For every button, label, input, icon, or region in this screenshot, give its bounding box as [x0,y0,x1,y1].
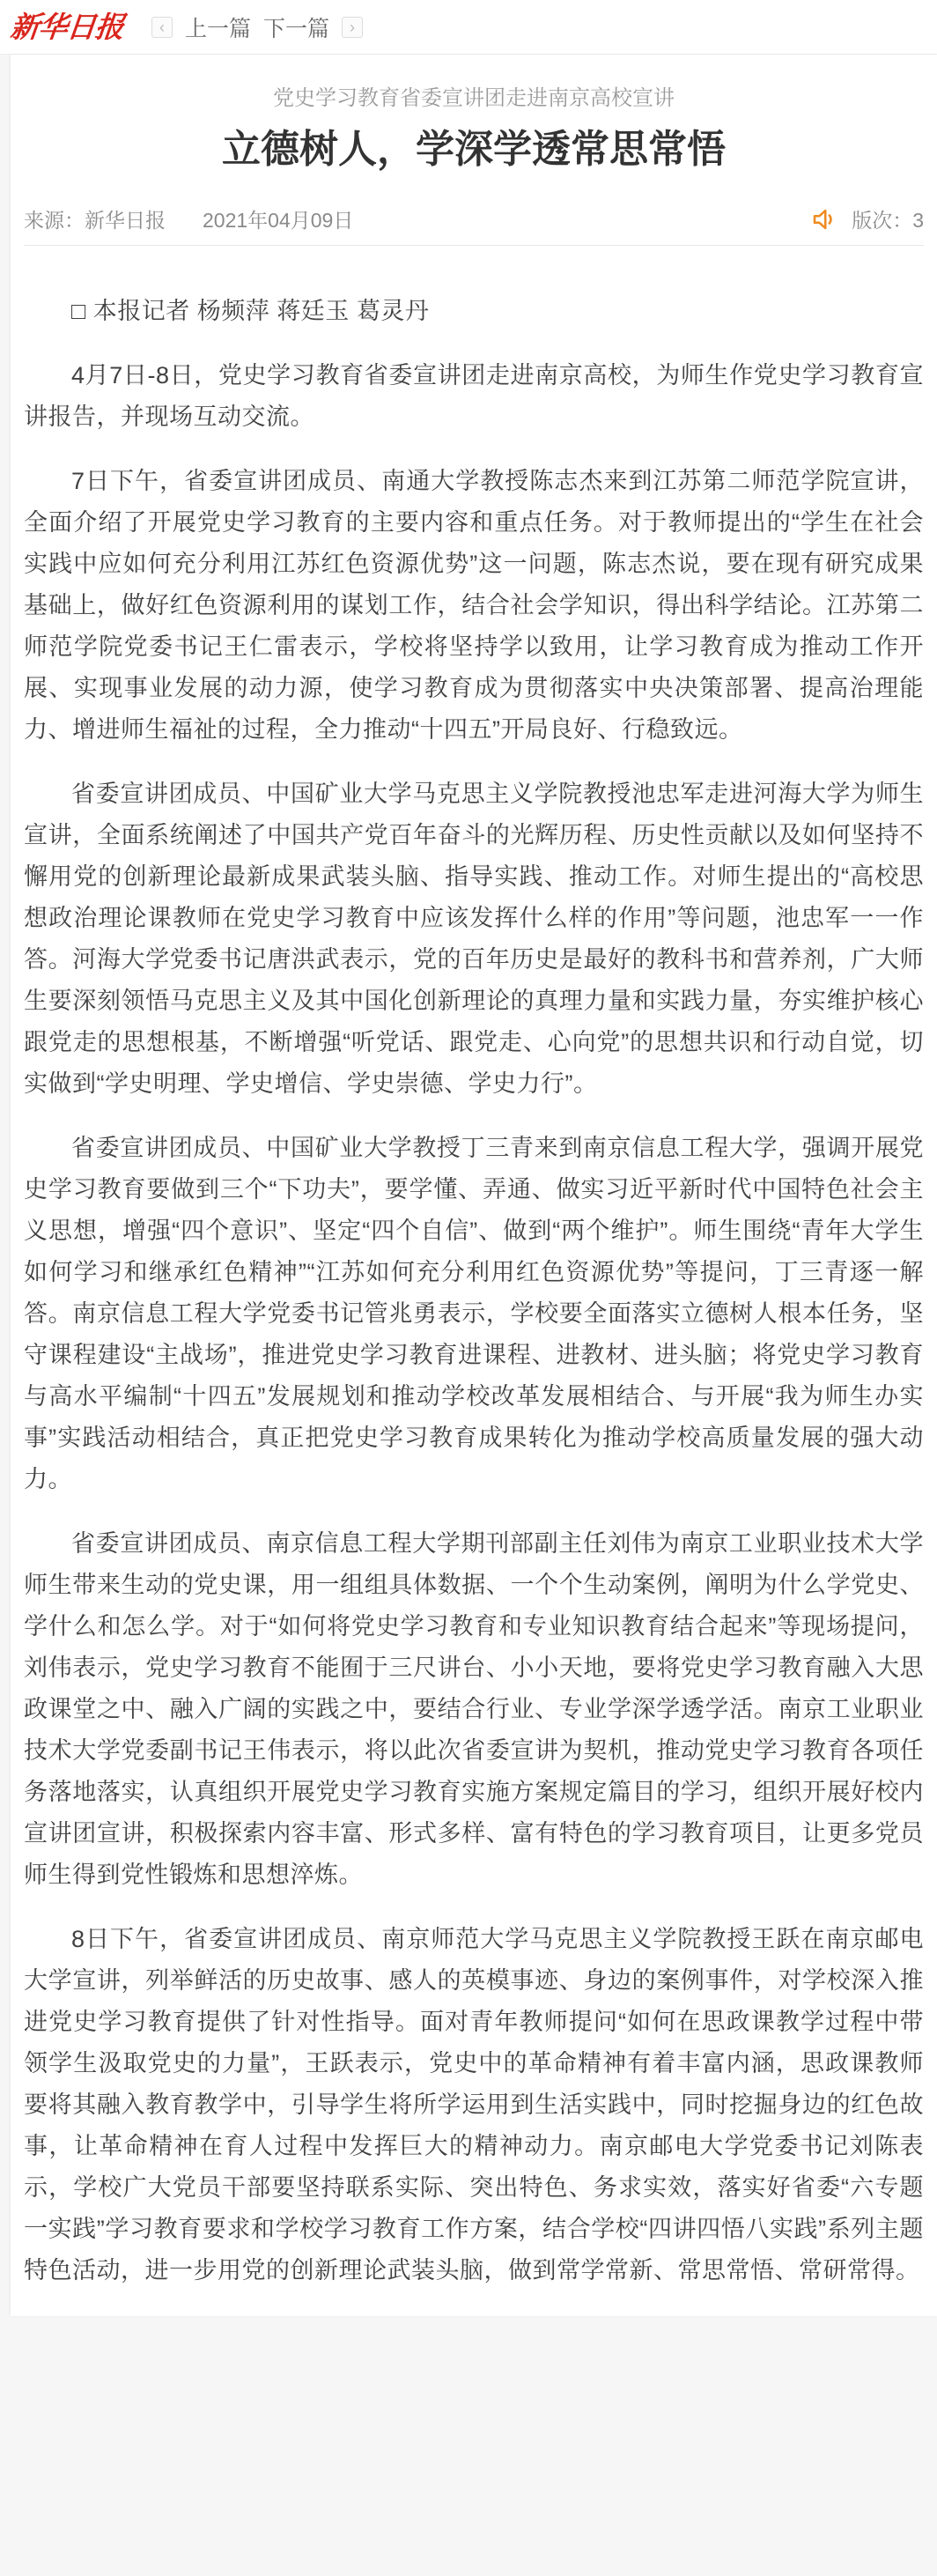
paragraph: 8日下午，省委宣讲团成员、南京师范大学马克思主义学院教授王跃在南京邮电大学宣讲，列举鲜活的历史故事、感人的英模事迹、身边的案例事件，对学校深入推进党史学习教育提供了针对性指导。面对青年教师提问“如何在思政课教学过程中带领学生汲取党史的力量”，王跃表示，党史中的革命精神有着丰富内涵，思政课教师要将其融入教育教学中，引导学生将所学运用到生活实践中，同时挖掘身边的红色故事，让革命精神在育人过程中发挥巨大的精神动力。南京邮电大学党委书记刘陈表示，学校广大党员干部要坚持联系实际、突出特色、务求实效，落实好省委“六专题一实践”学习教育要求和学校学习教育工作方案，结合学校“四讲四悟八实践”系列主题特色活动，进一步用党的创新理论武装头脑，做到常学常新、常思常悟、常研常得。 [24,1926,924,2284]
article-nav [151,11,363,43]
source-label: 来源： [24,209,85,233]
chevron-left-icon[interactable]: ‹ [151,17,173,38]
paragraph: 省委宣讲团成员、南京信息工程大学期刊部副主任刘伟为南京工业职业技术大学师生带来生动的党史课，用一组组具体数据、一个个生动案例，阐明为什么学党史、学什么和怎么学。对于“如何将党史学习教育和专业知识教育结合起来”等现场提问，刘伟表示，党史学习教育不能囿于三尺讲台、小小天地，要将党史学习教育融入大思政课堂之中、融入广阔的实践之中，要结合行业、专业学深学透学活。南京工业职业技术大学党委副书记王伟表示，将以此次省委宣讲为契机，推动党史学习教育各项任务落地落实，认真组织开展党史学习教育实施方案规定篇目的学习，组织开展好校内宣讲团宣讲，积极探索内容丰富、形式多样、富有特色的学习教育项目，让更多党员师生得到党性锻炼和思想淬炼。 [24,1530,924,1889]
article-card [11,55,937,2316]
paragraph: 省委宣讲团成员、中国矿业大学教授丁三青来到南京信息工程大学，强调开展党史学习教育要做到三个“下功夫”，要学懂、弄通、做实习近平新时代中国特色社会主义思想，增强“四个意识”、坚定“四个自信”、做到“两个维护”。师生围绕“青年大学生如何学习和继承红色精神”“江苏如何充分利用红色资源优势”等提问，丁三青逐一解答。南京信息工程大学党委书记管兆勇表示，学校要全面落实立德树人根本任务，坚守课程建设“主战场”，推进党史学习教育进课程、进教材、进头脑；将党史学习教育与高水平编制“十四五”发展规划和推动学校改革发展相结合、与开展“我为师生办实事”实践活动相结合，真正把党史学习教育成果转化为推动学校高质量发展的强大动力。 [24,1135,924,1493]
paragraph: 4月7日-8日，党史学习教育省委宣讲团走进南京高校，为师生作党史学习教育宣讲报告，并现场互动交流。 [24,362,924,431]
article-subtitle: 党史学习教育省委宣讲团走进南京高校宣讲 [273,86,675,110]
edition-value: 3 [912,209,924,233]
newspaper-logo[interactable]: 新华日报 [8,10,126,44]
meta-right [811,204,924,233]
prev-article-button[interactable]: 上一篇 [185,16,252,41]
article-body [24,291,924,2291]
page-title: 立德树人，学深学透常思常悟 [222,128,726,172]
chevron-right-icon[interactable]: › [342,17,363,38]
publish-date: 2021年04月09日 [203,209,354,233]
source [24,204,166,233]
nav-labels [185,11,329,43]
byline: □ 本报记者 杨频萍 蒋廷玉 葛灵丹 [71,298,430,325]
edition [852,204,924,233]
paragraph: 省委宣讲团成员、中国矿业大学马克思主义学院教授池忠军走进河海大学为师生宣讲，全面系统阐述了中国共产党百年奋斗的光辉历程、历史性贡献以及如何坚持不懈用党的创新理论最新成果武装头脑、指导实践、推动工作。对师生提出的“高校思想政治理论课教师在党史学习教育中应该发挥什么样的作用”等问题，池忠军一一作答。河海大学党委书记唐洪武表示，党的百年历史是最好的教科书和营养剂，广大师生要深刻领悟马克思主义及其中国化创新理论的真理力量和实践力量，夯实维护核心跟党走的思想根基，不断增强“听党话、跟党走、心向党”的思想共识和行动自觉，切实做到“学史明理、学史增信、学史崇德、学史力行”。 [24,781,924,1098]
meta-left [24,204,353,233]
edition-label: 版次： [852,209,913,233]
article-meta [24,204,924,233]
source-value: 新华日报 [85,209,166,233]
top-bar [0,0,937,55]
paragraph: 7日下午，省委宣讲团成员、南通大学教授陈志杰来到江苏第二师范学院宣讲，全面介绍了开展党史学习教育的主要内容和重点任务。对于教师提出的“学生在社会实践中应如何充分利用江苏红色资源优势”这一问题，陈志杰说，要在现有研究成果基础上，做好红色资源利用的谋划工作，结合社会学知识，得出科学结论。江苏第二师范学院党委书记王仁雷表示，学校将坚持学以致用，让学习教育成为推动工作开展、实现事业发展的动力源，使学习教育成为贯彻落实中央决策部署、提高治理能力、增进师生福祉的过程，全力推动“十四五”开局良好、行稳致远。 [24,468,924,744]
meta-divider [24,245,924,246]
audio-speaker-icon[interactable] [811,205,839,233]
next-article-button[interactable]: 下一篇 [263,16,330,41]
